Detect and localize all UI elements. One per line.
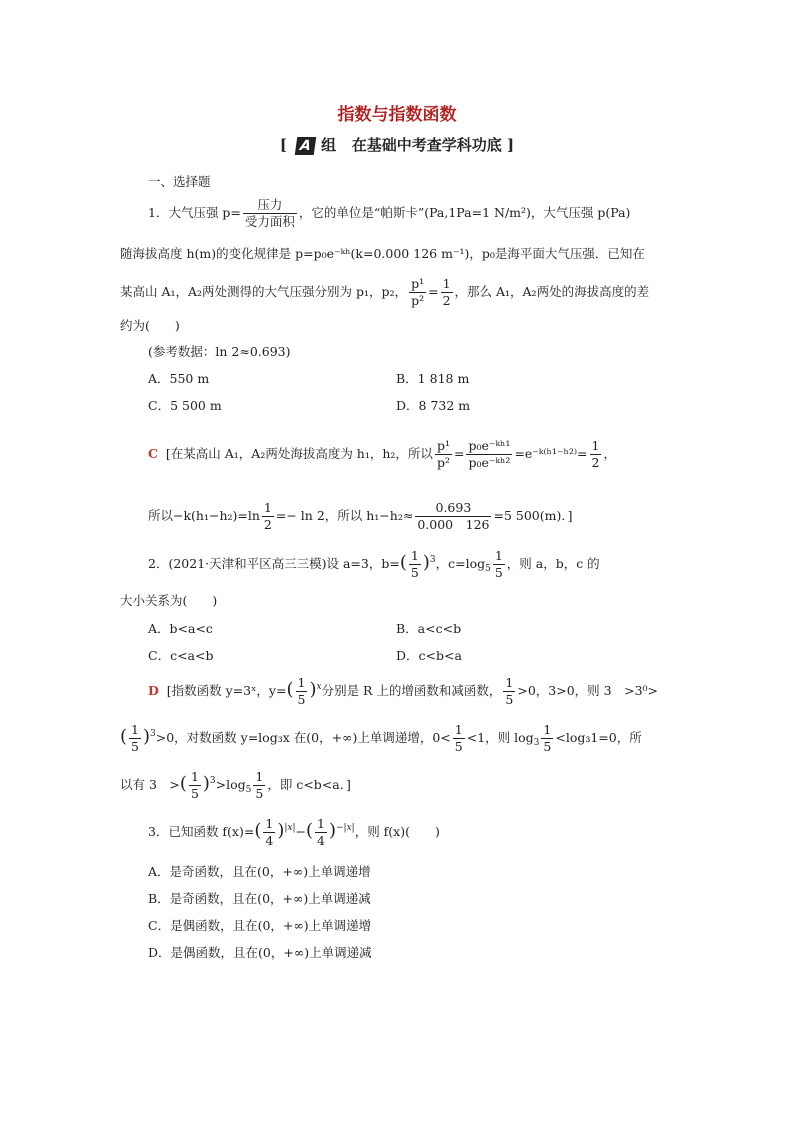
q3-quarter	[263, 816, 275, 849]
group-description: 在基础中考查学科功底	[351, 136, 502, 154]
q2-sol-fifth-6	[189, 769, 201, 802]
q3-minus: −	[295, 824, 306, 839]
frac-numerator: 1	[442, 276, 451, 291]
exponent: −|x|	[336, 823, 355, 833]
group-a-badge: A	[295, 137, 316, 155]
q1-line3-b: ，那么 A₁，A₂两处的海拔高度的差	[454, 284, 650, 299]
frac-numerator: p¹	[411, 276, 425, 291]
q2-sol-g: 以有 3 >	[120, 777, 180, 792]
q3-option-b: B．是奇函数，且在(0，+∞)上单调递减	[148, 891, 371, 906]
q1-line3-a: 某高山 A₁，A₂两处测得的大气压强分别为 p₁，p₂，	[120, 284, 408, 299]
paren-open: (	[120, 726, 128, 747]
q1-sol-ratio	[435, 438, 452, 471]
q2-line2: 大小关系为( )	[120, 593, 218, 608]
q3-quarter-2	[315, 816, 327, 849]
paren-close: )	[202, 773, 210, 794]
q2-solution-line2	[120, 722, 642, 755]
q2-answer-letter: D	[148, 683, 159, 698]
paren-open: (	[286, 679, 294, 700]
bracket-close: ]	[507, 136, 515, 154]
paren-open: (	[399, 552, 407, 573]
q1-text-a: 1．大气压强 p=	[148, 205, 241, 220]
frac-denominator: 5	[454, 739, 463, 754]
q2-sol-h: >log	[215, 777, 246, 792]
frac-denominator: 5	[190, 786, 199, 801]
frac-numerator: 1	[591, 438, 600, 453]
q1-sol-ln-half	[262, 500, 274, 533]
frac-numerator: 1	[265, 816, 274, 831]
frac-denominator: 5	[494, 565, 503, 580]
q2-text-c: ，c=log	[435, 556, 486, 571]
frac-numerator: p¹	[436, 438, 450, 453]
log-base: 3	[533, 738, 540, 748]
q3-option-a: A．是奇函数，且在(0，+∞)上单调递增	[148, 864, 371, 879]
paren-close: )	[142, 726, 151, 747]
q2-text-d: ，则 a，b，c 的	[506, 556, 600, 571]
q2-sol-i: ，即 c<b<a．]	[267, 777, 351, 792]
frac-numerator: 1	[410, 548, 419, 563]
q2-fifth-log	[493, 548, 505, 581]
group-label: 组	[321, 136, 337, 154]
frac-denominator: 5	[543, 739, 552, 754]
frac-numerator: 0.693	[415, 500, 491, 517]
q2-text-b: ，b=	[368, 556, 400, 571]
q1-option-a: A．550 m	[148, 371, 210, 386]
q2-line1	[148, 548, 600, 581]
frac-numerator: 1	[255, 769, 264, 784]
frac-numerator: 1	[505, 675, 514, 690]
frac-numerator: 1	[263, 500, 272, 515]
frac-denominator: 5	[505, 692, 514, 707]
frac-numerator: 1	[317, 816, 325, 831]
q3-text-a: 3．已知函数 f(x)=	[148, 824, 255, 839]
q1-option-c: C．5 500 m	[148, 398, 222, 413]
q1-option-b: B．1 818 m	[396, 371, 470, 386]
page-title: 指数与指数函数	[337, 105, 457, 125]
q2-option-b: B．a<c<b	[396, 621, 462, 636]
frac-numerator: 1	[131, 722, 139, 737]
frac-numerator: 1	[454, 722, 463, 737]
frac-denominator: p²	[411, 293, 425, 308]
q2-solution-line1	[148, 675, 658, 708]
section-group-heading	[0, 134, 794, 155]
frac-denominator: 2	[442, 293, 451, 308]
q1-line1	[148, 197, 630, 230]
q2-option-c: C．c<a<b	[148, 648, 214, 663]
q1-solution-text-a: [在某高山 A₁，A₂两处海拔高度为 h₁，h₂，所以	[165, 446, 433, 461]
frac-denominator: 2	[263, 517, 272, 532]
frac-numerator: 压力	[243, 197, 297, 214]
q2-sol-c: >0，3>0，则 3 >3⁰>	[517, 683, 659, 698]
q1-solution-line1: C [在某高山 A₁，A₂两处海拔高度为 h₁，h₂，所以 $\frac{\text{p¹}}{\text{p²}}$ = $\frac{\text{p₀e⁻ᵏʰ¹}}{\text{p₀e⁻ᵏʰ²}}$ =e⁻ᵏ⁽ʰ¹⁻ʰ²⁾= $\frac{1}{2}$ ，	[148, 438, 616, 470]
q2-sol-d: >0，对数函数 y=log₃x 在(0，+∞)上单调递增，0<	[155, 730, 451, 745]
q2-sol-b: 分别是 R 上的增函数和减函数，	[321, 683, 502, 698]
q2-sol-f: <log₃1=0，所	[555, 730, 642, 745]
q1-sol-half	[590, 438, 602, 471]
frac-numerator: 1	[543, 722, 552, 737]
q1-sol-d: =5 500(m)．]	[493, 508, 573, 523]
frac-denominator: 受力面积	[244, 214, 295, 229]
q2-solution-line3	[120, 769, 351, 802]
q2-sol-fifth-7	[253, 769, 265, 802]
paren-open: (	[254, 820, 262, 841]
paren-close: )	[328, 820, 336, 841]
q3-option-c: C．是偶函数，且在(0，+∞)上单调递增	[148, 918, 372, 933]
q1-sol-b: 所以−k(h₁−h₂)=ln	[148, 508, 260, 523]
bracket-open: [	[279, 136, 287, 154]
q1-sol-c: =− ln 2，所以 h₁−h₂≈	[275, 508, 414, 523]
paren-open: (	[305, 820, 314, 841]
q3-line1	[148, 816, 440, 849]
log-base: 5	[245, 785, 252, 795]
exponent: 3	[429, 555, 436, 565]
frac-denominator: 0.000 126	[417, 517, 490, 532]
q1-option-d: D．8 732 m	[396, 398, 471, 413]
frac-numerator: 1	[297, 675, 306, 690]
frac-denominator: p²	[436, 455, 450, 470]
frac-denominator: 5	[410, 565, 419, 580]
section-heading: 一、选择题	[148, 174, 211, 189]
paren-close: )	[277, 820, 285, 841]
q3-option-d: D．是偶函数，且在(0，+∞)上单调递减	[148, 945, 372, 960]
q1-ratio-fraction	[409, 276, 426, 309]
exponent: 3	[209, 776, 216, 786]
q2-fifth	[409, 548, 421, 581]
q2-option-d: D．c<b<a	[396, 648, 462, 663]
q1-sol-num-fraction	[415, 500, 491, 533]
q2-sol-e: <1，则 log	[466, 730, 534, 745]
frac-denominator: 5	[297, 692, 306, 707]
paren-close: )	[422, 552, 430, 573]
q1-sol-exp-fraction	[466, 438, 512, 471]
q2-sol-fifth-5	[541, 722, 553, 755]
exponent: 3	[150, 729, 156, 739]
frac-denominator: 2	[591, 455, 600, 470]
q1-half-fraction	[441, 276, 453, 309]
q2-sol-fifth-2	[503, 675, 515, 708]
paren-open: (	[179, 773, 187, 794]
q1-exp-result: =e⁻ᵏ⁽ʰ¹⁻ʰ²⁾=	[514, 446, 588, 461]
q1-pressure-fraction	[243, 197, 297, 230]
frac-numerator: 1	[190, 769, 199, 784]
q1-line3: 某高山 A₁，A₂两处测得的大气压强分别为 p₁，p₂， $\frac{\text{p¹}}{\text{p²}}$ = $\frac{1}{2}$ ，那么 A₁，A₂两处的海拔高度的差	[120, 276, 650, 308]
q2-sol-fifth-4	[453, 722, 465, 755]
frac-denominator: 5	[131, 739, 139, 754]
q1-reference: (参考数据：ln 2≈0.693)	[148, 344, 291, 359]
q2-text-a: 2．(2021·天津和平区高三三模)设 a=3	[148, 556, 369, 571]
frac-denominator: 5	[255, 786, 264, 801]
q1-answer-letter: C	[148, 446, 158, 461]
q1-line4: 约为( )	[120, 318, 180, 333]
q2-sol-a: [指数函数 y=3ˣ，y=	[166, 683, 287, 698]
log-base: 5	[485, 564, 491, 574]
frac-denominator: 4	[317, 833, 325, 848]
paren-close: )	[309, 679, 317, 700]
frac-numerator: 1	[494, 548, 503, 563]
q2-sol-fifth-3	[129, 722, 141, 755]
exponent: |x|	[284, 823, 296, 833]
q3-text-c: ，则 f(x)( )	[354, 824, 440, 839]
frac-numerator: p₀e⁻ᵏʰ¹	[468, 438, 511, 453]
frac-denominator: p₀e⁻ᵏʰ²	[468, 455, 511, 470]
q2-option-a: A．b<a<c	[148, 621, 213, 636]
q1-solution-line2	[148, 500, 572, 533]
frac-denominator: 4	[265, 833, 274, 848]
q1-text-b: ，它的单位是“帕斯卡”(Pa,1Pa=1 N/m²)，大气压强 p(Pa)	[298, 205, 631, 220]
exponent: x	[316, 682, 322, 692]
q1-line2: 随海拔高度 h(m)的变化规律是 p=p₀e⁻ᵏʰ(k=0.000 126 m⁻¹)，p₀是海平面大气压强．已知在	[120, 246, 645, 261]
q2-sol-fifth	[296, 675, 308, 708]
